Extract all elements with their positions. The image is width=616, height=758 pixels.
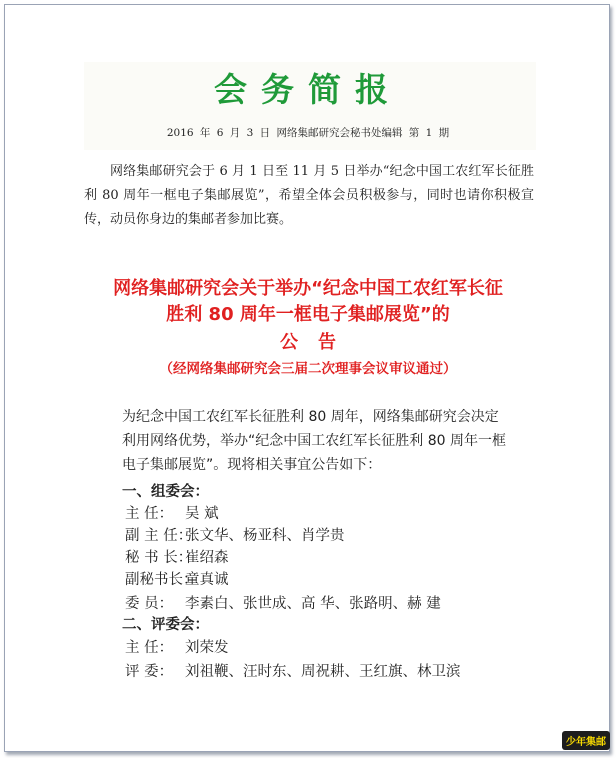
announcement-heading-line1: 网络集邮研究会关于举办“纪念中国工农红军长征	[113, 278, 503, 299]
committee-row	[125, 546, 229, 567]
bulletin-meta: 2016 年 6 月 3 日 网络集邮研究会秘书处编辑 第 1 期	[166, 127, 450, 139]
announcement-heading-line2: 胜利 80 周年一框电子集邮展览”的	[166, 304, 450, 325]
committee-role: 秘 书 长：	[125, 550, 193, 566]
intro-text: 为纪念中国工农红军长征胜利 80 周年，网络集邮研究会决定利用网络优势，举办“纪念中国工农红军长征胜利 80 周年一框电子集邮展览”。现将相关事宜公告如下：	[122, 409, 506, 473]
section2-title: 二、评委会：	[122, 617, 209, 633]
section1-title: 一、组委会：	[122, 484, 209, 500]
bulletin-title: 会务简报	[214, 70, 402, 109]
jury-role: 主 任：	[125, 640, 174, 656]
announcement-heading-line3: 公告	[280, 332, 356, 353]
committee-row	[125, 524, 345, 545]
notice-paragraph: 网络集邮研究会于 6 月 1 日至 11 月 5 日举办“纪念中国工农红军长征胜利 80 周年一框电子集邮展览”，希望全体会员积极参与，同时也请你积极宣传，动员你身边的集邮者参加比赛。	[84, 164, 534, 227]
committee-role: 委 员：	[125, 596, 174, 612]
announcement-intro	[122, 405, 506, 477]
jury-row	[125, 636, 229, 657]
committee-names: 崔绍森	[185, 550, 229, 566]
jury-names: 刘荣发	[185, 640, 229, 656]
committee-role: 副秘书长：	[125, 572, 198, 588]
announcement-subheading: （经网络集邮研究会三届二次理事会议审议通过）	[159, 361, 457, 377]
committee-row	[125, 592, 441, 613]
watermark-logo: 少年集邮	[562, 731, 610, 750]
jury-role: 评 委：	[125, 664, 174, 680]
committee-names: 李素白、张世成、高 华、张路明、赫 建	[185, 596, 441, 612]
committee-names: 童真诚	[185, 572, 229, 588]
jury-names: 刘祖鞭、汪时东、周祝耕、王红旗、林卫滨	[185, 664, 461, 680]
jury-row	[125, 660, 461, 681]
committee-row	[125, 502, 219, 523]
committee-names: 张文华、杨亚科、肖学贵	[185, 528, 345, 544]
committee-role: 主 任：	[125, 506, 174, 522]
committee-role: 副 主 任：	[125, 528, 193, 544]
committee-names: 吴 斌	[185, 506, 219, 522]
committee-row	[125, 568, 229, 589]
